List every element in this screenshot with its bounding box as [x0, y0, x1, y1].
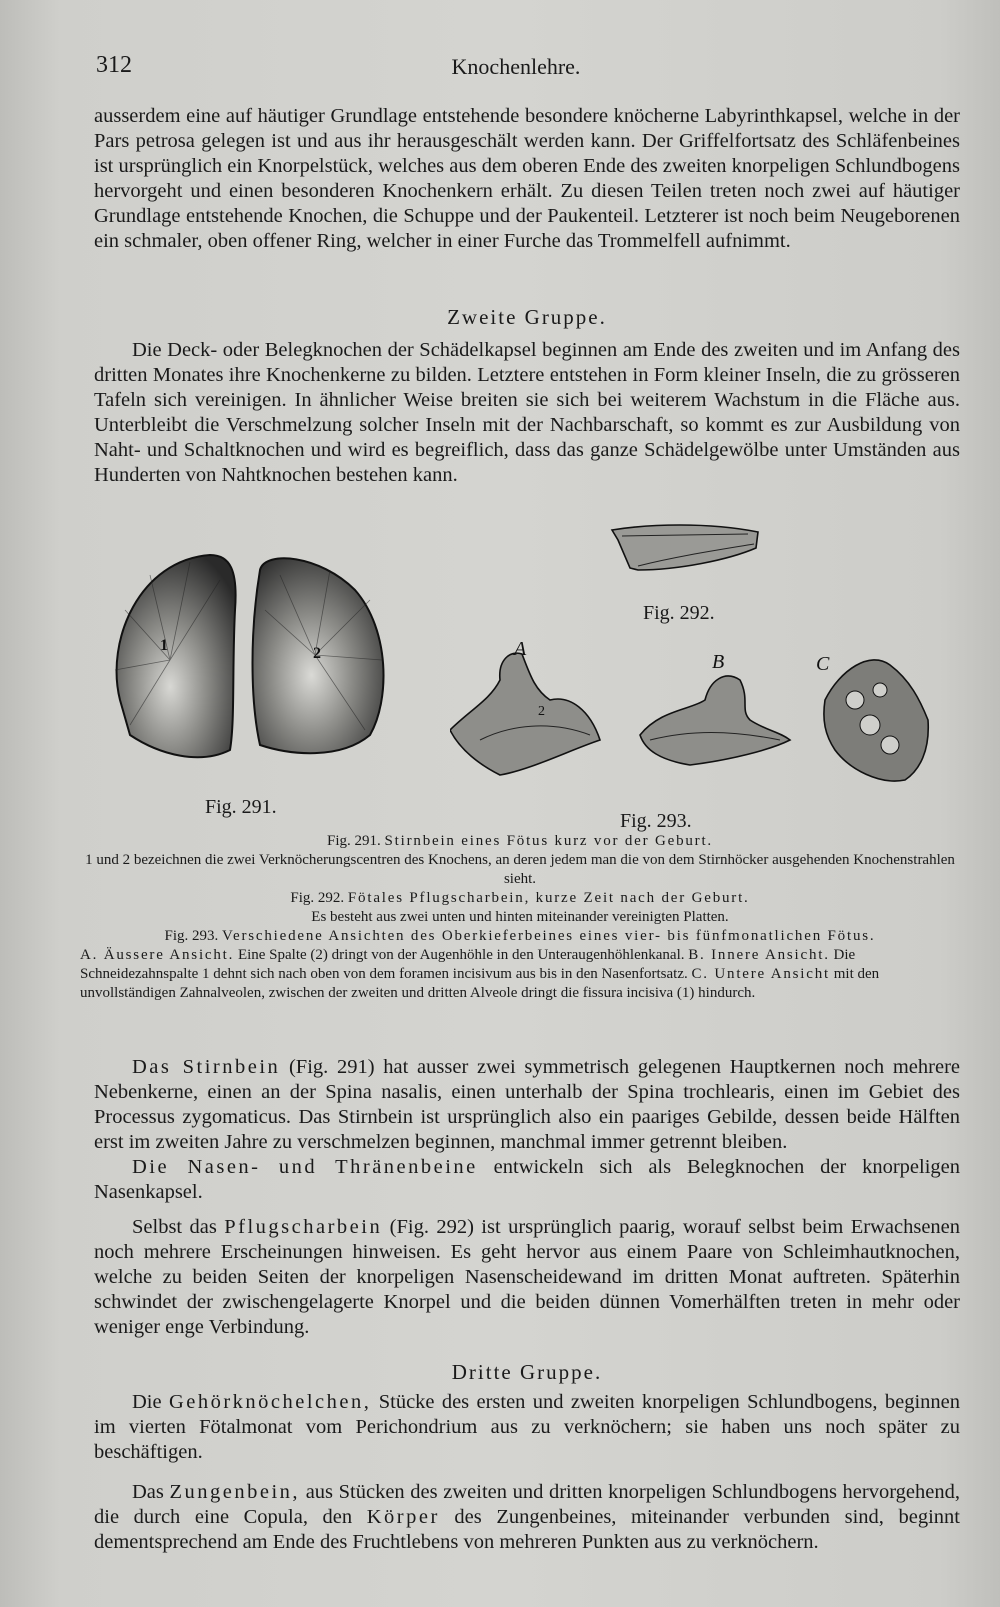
caption-293-b-text: Die Schneidezahnspalte 1 dehnt sich nach oben von dem foramen incisivum aus bis in den Nasenfortsatz. [80, 947, 856, 982]
paragraph-5-body: (Fig. 292) ist ursprünglich paarig, worauf selbst beim Erwachsenen noch mehrere Erscheinungen hinweisen. Es geht hervor aus einem Paare von Schleimhautknochen, welche zu beiden Seiten der knorpeligen Nasenscheidewand im dritten Monat auftreten. Späterhin schwindet der zwischengelagerte Knorpel und die beiden dünnen Vomerhälften treten in mehr oder weniger enge Verbindung. [94, 1216, 961, 1338]
page-header [96, 52, 936, 82]
term-koerper: Körper [366, 1506, 440, 1528]
paragraph-2 [94, 338, 960, 488]
caption-292-fig: Fig. 292. [290, 890, 345, 906]
caption-291-title [80, 832, 960, 851]
caption-293-a-text: Eine Spalte (2) dringt von der Augenhöhle in den Unteraugenhöhlenkanal. [237, 947, 685, 963]
term-stirnbein: Das Stirnbein [132, 1056, 281, 1078]
caption-291-text: 1 und 2 bezeichnen die zwei Verknöcherungscentren des Knochens, an deren jedem man die von dem Stirnhöcker ausgehenden Knochenstrahlen sieht. [85, 852, 955, 887]
paragraph-2-text: Die Deck- oder Belegknochen der Schädelkapsel beginnen am Ende des zweiten und im Anfang des dritten Monates ihre Knochenkerne zu bilden. Letztere entstehen in Form kleiner Inseln, die zu grösseren Tafeln sich vereinigen. In ähnlicher Weise breiten sie sich bei weiterem Wachstum in die Fläche aus. Unterbleibt die Verschmelzung solcher Inseln mit der Nachbarschaft, so kommt es zur Ausbildung von Naht- und Schaltknochen und wird es begreiflich, dass das ganze Schädelgewölbe unter Umständen aus Hunderten von Nahtknochen bestehen kann. [94, 339, 960, 486]
caption-293-c-label: C. Untere Ansicht [691, 966, 831, 982]
figure-293-label: Fig. 293. [620, 810, 692, 832]
term-pflugscharbein: Pflugscharbein [224, 1216, 383, 1238]
vomer-illustration [608, 520, 768, 580]
term-nasen-thraenenbeine: Die Nasen- und Thränenbeine [132, 1156, 478, 1178]
paragraph-6-body: Stücke des ersten und zweiten knorpeligen Schlundbogens, beginnen im vierten Fötalmonat vom Perichondrium aus zu verknöchern; sie haben uns noch später zu beschäftigen. [94, 1391, 960, 1463]
paragraph-3 [94, 1055, 960, 1205]
paragraph-4-text [94, 1155, 960, 1205]
paragraph-6 [94, 1390, 960, 1465]
term-zungenbein: Zungenbein, [169, 1481, 301, 1503]
paragraph-top [94, 104, 960, 254]
paragraph-5-pre: Selbst das [132, 1216, 217, 1238]
heading-zweite-gruppe: Zweite Gruppe. [447, 305, 607, 329]
figure-292-pflugscharbein [608, 520, 768, 580]
frontal-bone-illustration [100, 550, 400, 790]
fig293-mark-A: A [514, 640, 527, 660]
paragraph-top-text: ausserdem eine auf häutiger Grundlage entstehende besondere knöcherne Labyrinthkapsel, welche in der Pars petrosa gelegen ist und aus ihr herausgeschält werden kann. Der Griffelfortsatz des Schläfenbeines ist ursprünglich ein Knorpelstück, welches aus dem oberen Ende des zweiten knorpeligen Schlundbogens hervorgeht und einen besonderen Knochenkern erhält. Zu diesen Teilen treten noch zwei auf häutiger Grundlage entstehende Knochen, die Schuppe und der Paukenteil. Letzterer ist noch beim Neugeborenen ein schmaler, oben offener Ring, welcher in einer Furche das Trommelfell aufnimmt. [94, 105, 960, 252]
figure-captions [80, 832, 960, 1003]
fig293-mark-B: B [712, 651, 725, 673]
paragraph-3-text [94, 1055, 960, 1155]
term-gehoerknoechelchen: Gehörknöchelchen, [168, 1391, 372, 1413]
fig293-mark-C: C [816, 653, 830, 675]
caption-292-name: Fötales Pflugscharbein, kurze Zeit nach der Geburt. [347, 890, 750, 906]
maxilla-illustrations [450, 640, 960, 800]
page-number: 312 [96, 52, 132, 78]
paragraph-6-text [94, 1390, 960, 1465]
paragraph-5-text [94, 1215, 960, 1340]
paragraph-5 [94, 1215, 960, 1340]
caption-293-a-label: A. Äussere Ansicht. [80, 947, 235, 963]
caption-293-name: Verschiedene Ansichten des Oberkieferbeines eines vier- bis fünfmonatlichen Fötus. [222, 928, 876, 944]
paragraph-7-body: aus Stücken des zweiten und dritten knorpeligen Schlundbogens hervorgehend, die durch eine Copula, den [94, 1481, 960, 1528]
figure-292-label: Fig. 292. [643, 602, 715, 624]
paragraph-7 [94, 1480, 960, 1555]
caption-291-name: Stirnbein eines Fötus kurz vor der Geburt. [384, 833, 713, 849]
caption-293-a [80, 946, 960, 1003]
caption-292-title [80, 889, 960, 908]
caption-293-title [80, 927, 960, 946]
caption-291-fig: Fig. 291. [327, 833, 381, 849]
paragraph-7-pre: Das [132, 1481, 164, 1503]
paragraph-3-body: (Fig. 291) hat ausser zwei symmetrisch gelegenen Hauptkernen noch mehrere Nebenkerne, einen an der Spina nasalis, einen unterhalb der Spina trochlearis, einen im Gebiet des Processus zygomaticus. Das Stirnbein ist ursprünglich also ein paariges Gebilde, dessen beide Hälften erst im zweiten Jahre zu verschmelzen beginnen, manchmal immer getrennt bleiben. [94, 1056, 960, 1153]
caption-293-b-label: B. Innere Ansicht. [688, 947, 830, 963]
caption-293-c-text: mit den unvollständigen Zahnalveolen, zwischen der zweiten und dritten Alveole dringt die fissura incisiva (1) hindurch. [80, 966, 880, 1001]
caption-293-fig: Fig. 293. [164, 928, 219, 944]
paragraph-6-pre: Die [132, 1391, 162, 1413]
paragraph-7-text [94, 1480, 960, 1555]
figure-293-oberkiefer [450, 640, 960, 800]
paragraph-4-body: entwickeln sich als Belegknochen der knorpeligen Nasenkapsel. [94, 1156, 961, 1203]
fig291-mark-1: 1 [160, 637, 168, 654]
fig291-mark-2: 2 [313, 645, 321, 662]
figure-291-label: Fig. 291. [205, 796, 277, 818]
figure-291-stirnbein [100, 550, 400, 790]
fig293-mark-2: 2 [538, 704, 545, 719]
caption-292-text: Es besteht aus zwei unten und hinten miteinander vereinigten Platten. [311, 909, 729, 925]
heading-dritte-gruppe: Dritte Gruppe. [451, 1360, 603, 1384]
running-title: Knochenlehre. [451, 54, 581, 79]
paragraph-7-body-b: des Zungenbeines, miteinander verbunden sind, beginnt dementsprechend am Ende des Fruchtlebens von mehreren Punkten aus zu verknöchern. [94, 1506, 961, 1553]
